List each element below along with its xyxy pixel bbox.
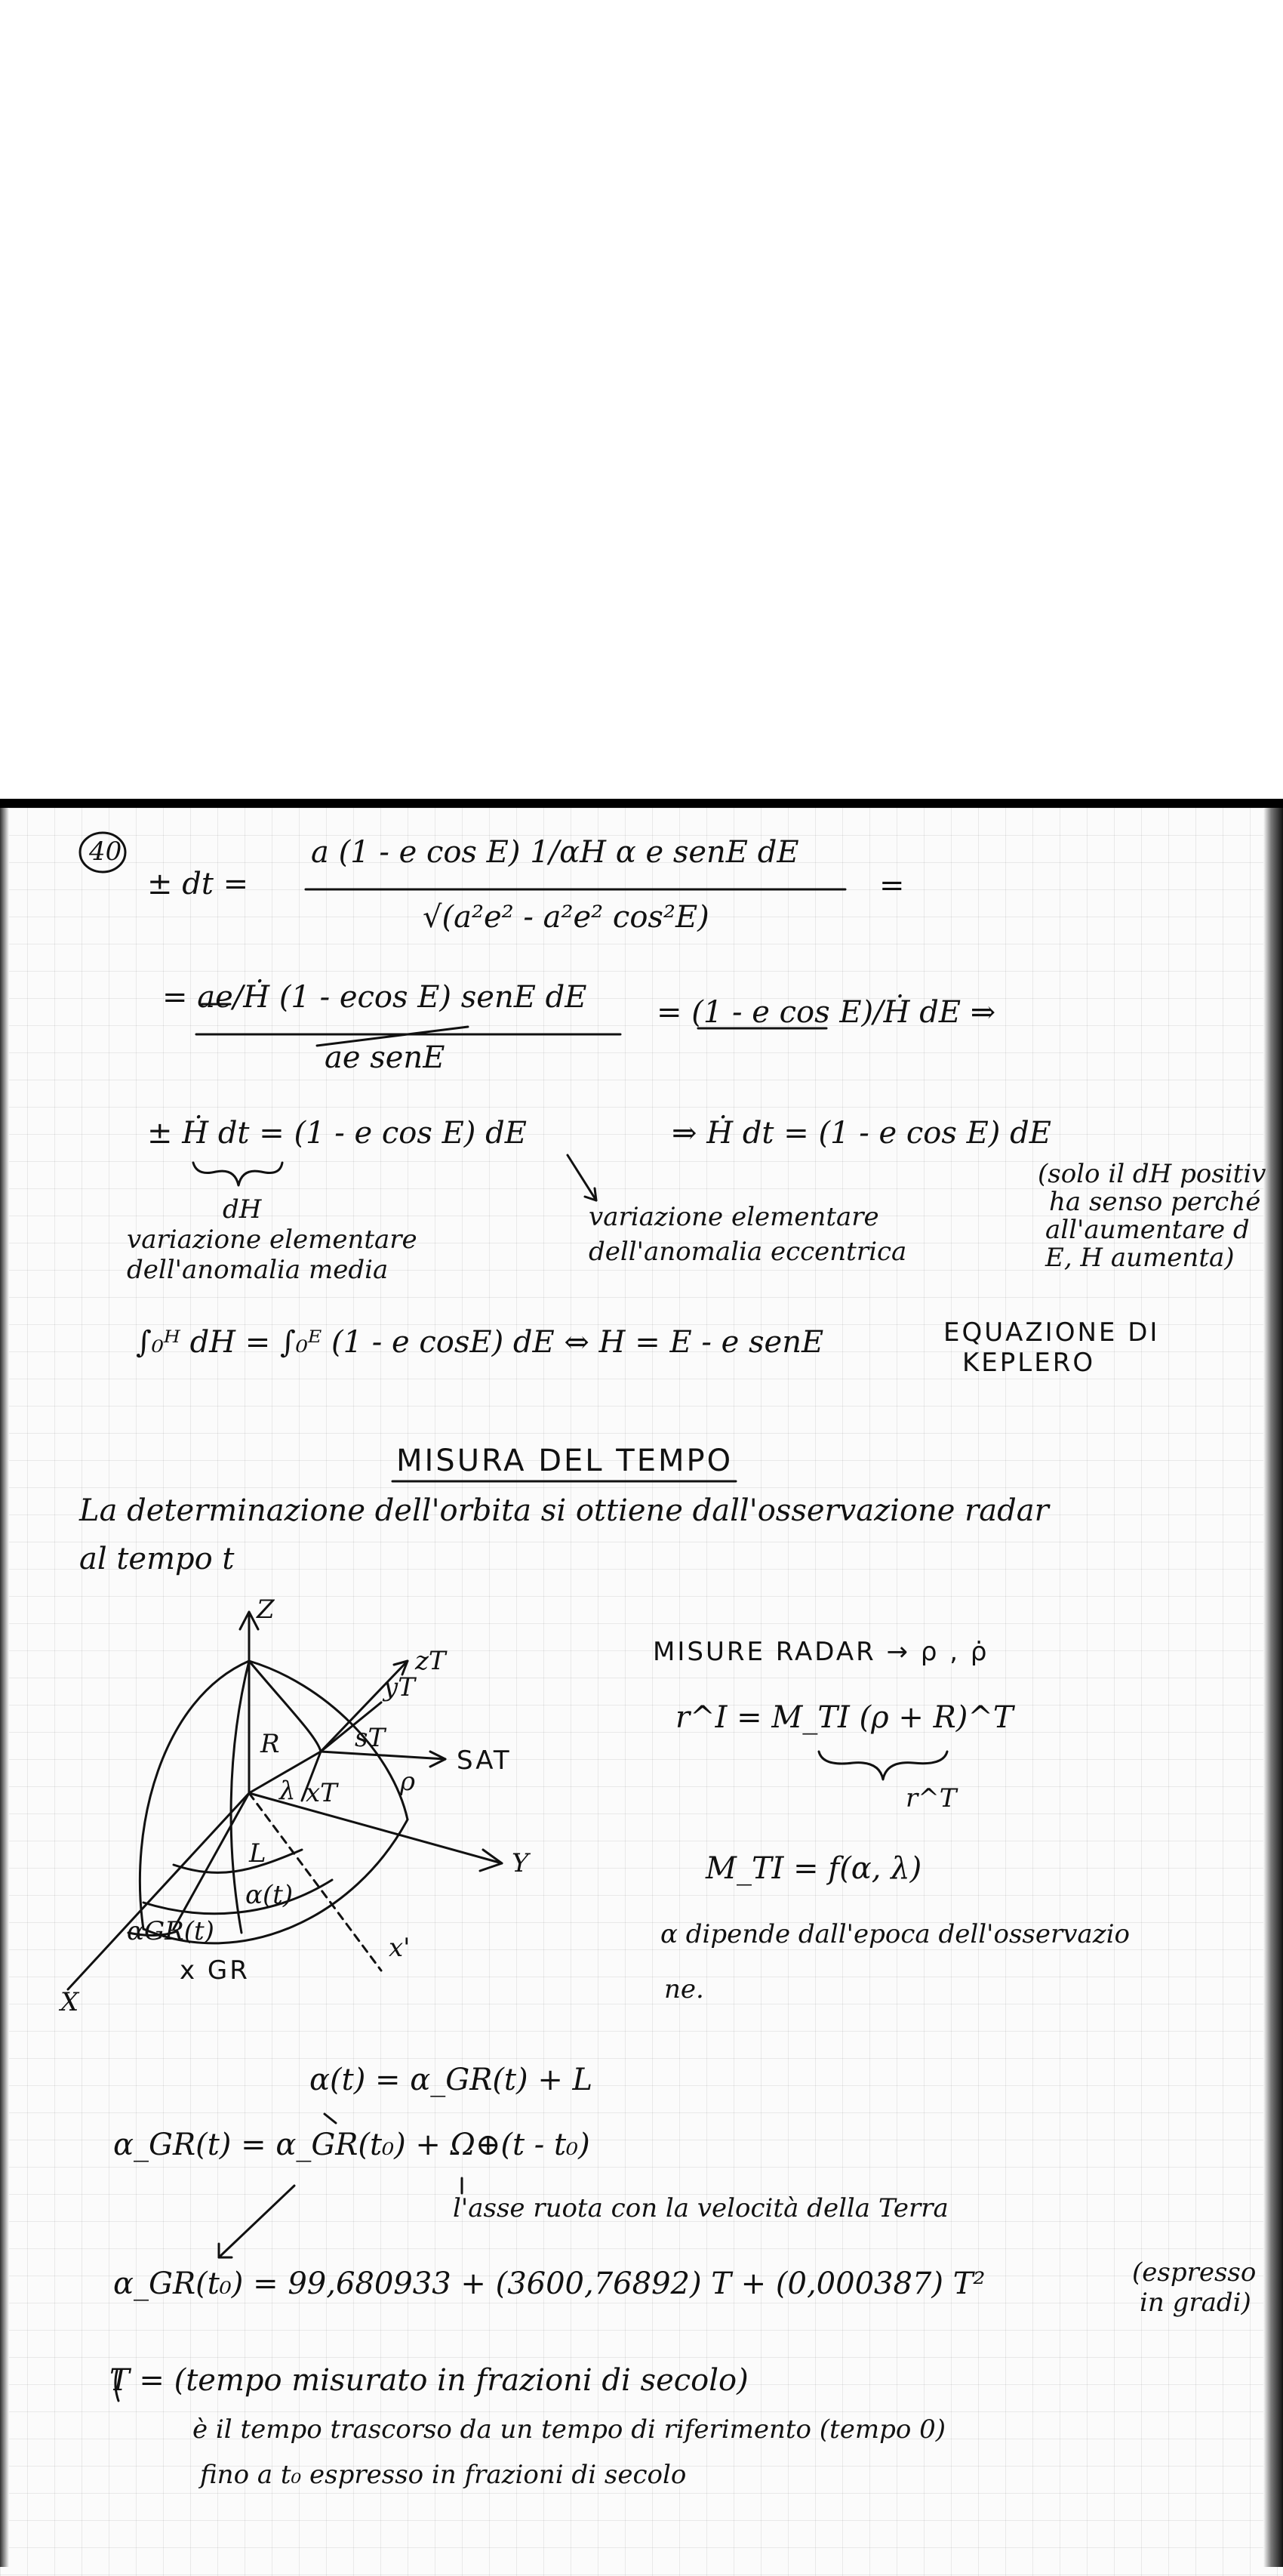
- label-zT: zT: [415, 1646, 446, 1676]
- eq3-right: ⇒ Ḣ dt = (1 - e cos E) dE: [672, 1116, 1051, 1151]
- eq3-left: ± Ḣ dt = (1 - e cos E) dE: [147, 1116, 527, 1151]
- page-number: 40: [89, 837, 122, 867]
- arrow-up-alpha: [325, 2114, 336, 2123]
- side-note-1: (solo il dH positiv: [1038, 1159, 1266, 1189]
- intro-line-1: La determinazione dell'orbita si ottiene dall'osservazione radar: [79, 1493, 1049, 1528]
- label-dH: dH: [223, 1194, 262, 1225]
- kepler-title-2: KEPLERO: [962, 1348, 1096, 1378]
- note-mean-1: variazione elementare: [127, 1225, 417, 1255]
- label-xT: xT: [306, 1778, 337, 1808]
- eq1-end: =: [879, 868, 905, 903]
- meridian-left: [140, 1661, 249, 1929]
- eq1-numerator: a (1 - e cos E) 1/αH α e senE dE: [311, 835, 799, 870]
- label-sT: sT: [355, 1723, 386, 1753]
- kepler-equation: ∫₀ᴴ dH = ∫₀ᴱ (1 - e cosE) dE ⇔ H = E - e senE: [136, 1325, 824, 1360]
- kepler-title-1: EQUAZIONE DI: [943, 1317, 1160, 1348]
- T-definition-1: T = (tempo misurato in frazioni di secolo): [109, 2363, 749, 2398]
- label-y: Y: [512, 1848, 529, 1878]
- eq2-left: = ae/Ḣ (1 - ecos E) senE dE: [162, 980, 587, 1015]
- intro-line-2: al tempo t: [79, 1542, 235, 1576]
- label-rho: ρ: [400, 1767, 415, 1797]
- eq2-right: = (1 - e cos E)/Ḣ dE ⇒: [657, 995, 996, 1030]
- T-definition-3: fino a t₀ espresso in frazioni di secolo: [200, 2460, 687, 2490]
- arrow-diagonal: [219, 2186, 294, 2257]
- label-sat: SAT: [457, 1746, 512, 1776]
- side-note-4: E, H aumenta): [1045, 1243, 1235, 1273]
- eq1-lhs: ± dt =: [147, 867, 249, 901]
- MTI-equation: M_TI = f(α, λ): [706, 1851, 922, 1886]
- label-xprime: x': [389, 1933, 411, 1963]
- eq-alpha-gr: α_GR(t) = α_GR(t₀) + Ω⊕(t - t₀): [113, 2128, 590, 2162]
- label-alpha-gr: αGR(t): [127, 1916, 214, 1946]
- radar-line: MISURE RADAR → ρ , ρ̇: [653, 1637, 989, 1667]
- arrow-ecc-line: [568, 1155, 596, 1200]
- alpha-note-2: ne.: [664, 1974, 704, 2004]
- section-title: MISURA DEL TEMPO: [396, 1444, 734, 1478]
- rT-brace-label: r^T: [906, 1783, 957, 1813]
- eq1-denominator: √(a²e² - a²e² cos²E): [423, 900, 709, 935]
- label-alpha-t: α(t): [245, 1880, 294, 1910]
- expressed-note-1: (espresso: [1132, 2257, 1257, 2288]
- underbrace-dH: [193, 1163, 282, 1185]
- eq2-denominator: ae senE: [325, 1040, 445, 1075]
- rT-equation: r^I = M_TI (ρ + R)^T: [675, 1700, 1014, 1735]
- note-ecc-1: variazione elementare: [589, 1202, 879, 1232]
- side-note-2: ha senso perché: [1049, 1187, 1261, 1217]
- note-mean-2: dell'anomalia media: [127, 1255, 389, 1285]
- brace-rT: [819, 1752, 947, 1779]
- note-ecc-2: dell'anomalia eccentrica: [589, 1237, 907, 1267]
- alpha-note-1: α dipende dall'epoca dell'osservazio: [660, 1919, 1130, 1949]
- eq-alpha-gr0: α_GR(t₀) = 99,680933 + (3600,76892) T + (0,000387) T²: [113, 2266, 986, 2301]
- eq-alpha: α(t) = α_GR(t) + L: [309, 2063, 593, 2097]
- expressed-note-2: in gradi): [1140, 2288, 1251, 2318]
- earth-rotation-note: l'asse ruota con la velocità della Terra: [453, 2193, 949, 2223]
- label-z: Z: [257, 1595, 275, 1625]
- label-yT: yT: [383, 1672, 415, 1702]
- side-note-3: all'aumentare d: [1045, 1215, 1250, 1245]
- T-definition-2: è il tempo trascorso da un tempo di riferimento (tempo 0): [192, 2414, 946, 2445]
- label-lambda: λ: [279, 1776, 296, 1806]
- label-L: L: [249, 1838, 266, 1869]
- label-xgr: x GR: [180, 1955, 250, 1986]
- label-R: R: [260, 1729, 280, 1759]
- label-x: X: [60, 1987, 79, 2017]
